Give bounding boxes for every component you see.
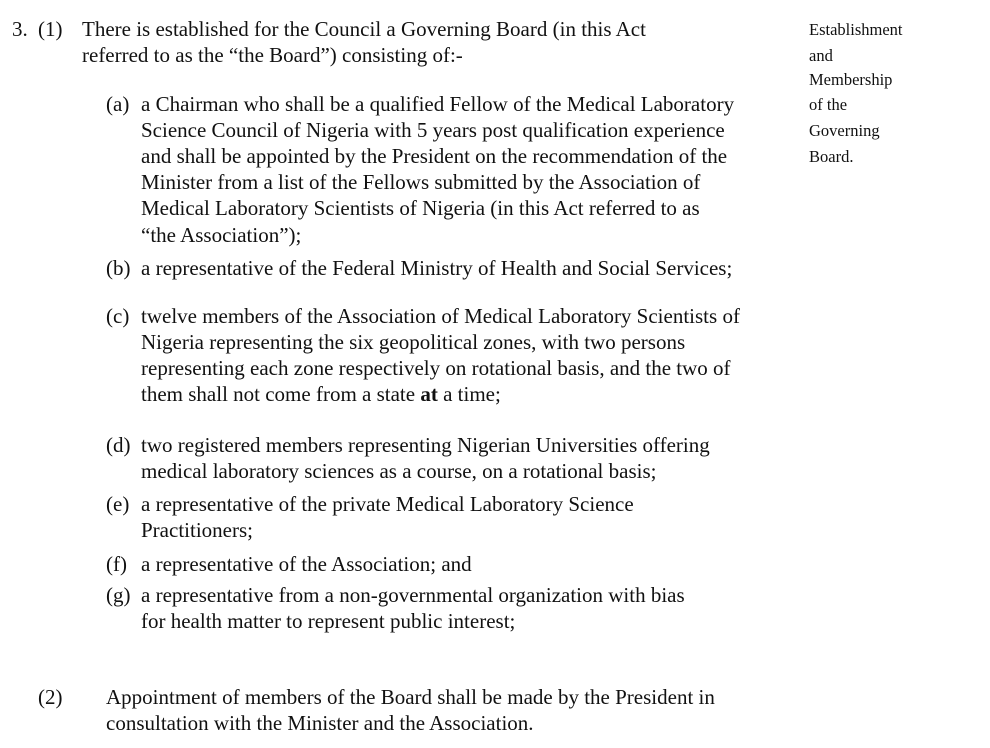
intro-line-1: There is established for the Council a Governing Board (in this Act (82, 17, 646, 41)
item-line: two registered members representing Nigerian Universities offering (141, 433, 710, 457)
margin-note-line: and (809, 46, 833, 65)
item-line: Nigeria representing the six geopolitical zones, with two persons (141, 330, 686, 354)
item-line: a representative of the Federal Ministry of Health and Social Services; (141, 256, 733, 280)
item-line: a representative of the Association; and (141, 552, 472, 576)
item-line-bold-text: at (420, 382, 438, 406)
item-line: Practitioners; (141, 518, 253, 542)
subsection-2-line: Appointment of members of the Board shall be made by the President in (106, 685, 715, 709)
item-line: representing each zone respectively on rotational basis, and the two of (141, 356, 731, 380)
item-label: (b) (106, 256, 131, 280)
item-label: (c) (106, 304, 130, 328)
subsection-2-line: consultation with the Minister and the Association. (106, 711, 534, 735)
item-line: and shall be appointed by the President on the recommendation of the (141, 144, 728, 168)
item-label: (a) (106, 92, 130, 116)
section-number: 3. (12, 17, 28, 41)
item-label: (e) (106, 492, 130, 516)
intro-line-2: referred to as the “the Board”) consisting of:- (82, 43, 463, 67)
subsection-1-number: (1) (38, 17, 63, 41)
item-line: a representative of the private Medical Laboratory Science (141, 492, 634, 516)
item-line: Minister from a list of the Fellows submitted by the Association of (141, 170, 701, 194)
item-label: (d) (106, 433, 131, 457)
item-line-text: a time; (437, 382, 501, 406)
item-line: “the Association”); (141, 223, 302, 247)
subsection-2-number: (2) (38, 685, 63, 709)
margin-note-line: of the (809, 95, 848, 114)
item-line: for health matter to represent public interest; (141, 609, 516, 633)
item-line: a Chairman who shall be a qualified Fellow of the Medical Laboratory (141, 92, 735, 116)
item-line (141, 381, 501, 407)
item-label: (f) (106, 552, 127, 576)
margin-note-line: Governing (809, 121, 880, 140)
item-line: a representative from a non-governmental organization with bias (141, 583, 685, 607)
item-line: medical laboratory sciences as a course, on a rotational basis; (141, 459, 657, 483)
item-line: Medical Laboratory Scientists of Nigeria (in this Act referred to as (141, 196, 700, 220)
margin-note-line: Establishment (809, 20, 903, 39)
item-line: Science Council of Nigeria with 5 years post qualification experience (141, 118, 725, 142)
margin-note-line: Board. (809, 147, 854, 166)
item-label: (g) (106, 583, 131, 607)
item-line-text: them shall not come from a state (141, 382, 421, 406)
margin-note-line: Membership (809, 70, 893, 89)
item-line: twelve members of the Association of Medical Laboratory Scientists of (141, 304, 740, 328)
